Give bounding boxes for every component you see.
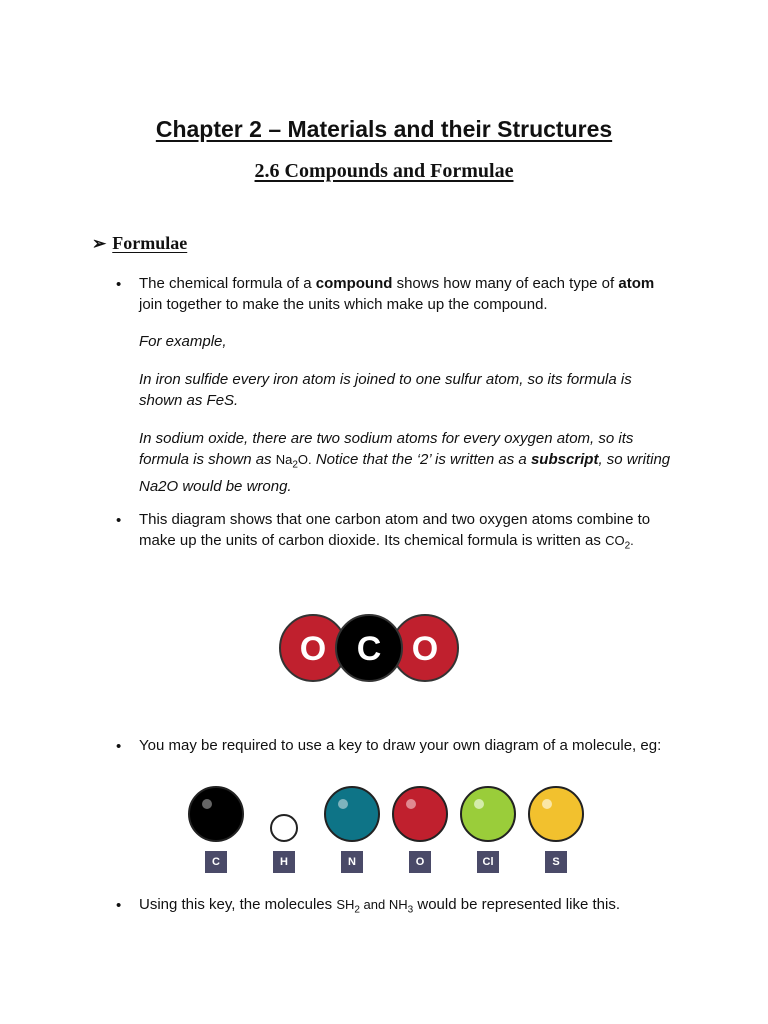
key-label-o: O — [409, 851, 431, 873]
section-title: 2.6 Compounds and Formulae — [254, 160, 514, 182]
key-atom-cl-ball — [458, 784, 518, 844]
for-example-text: For example, — [139, 333, 227, 350]
nh3-formula: $NH_3$ — [388, 897, 414, 916]
key-label-n: N — [341, 851, 363, 873]
na2o-formula: $Na_2O$. — [275, 452, 312, 471]
key-atom-s-ball — [526, 784, 586, 844]
arrow-bullet-icon: ➢ — [92, 234, 107, 253]
key-atom-n-ball — [322, 784, 382, 844]
key-label-c: C — [205, 851, 227, 873]
sh2-formula: $SH_2$ — [336, 897, 360, 916]
co2-molecule-diagram — [276, 612, 464, 684]
paragraph-compound-definition: The chemical formula of a compound shows how many of each type of atom join together to make the units which make up the compound. — [139, 275, 655, 313]
bullet-dot: • — [116, 897, 122, 914]
key-label-h: H — [273, 851, 295, 873]
key-atom-o-ball — [390, 784, 450, 844]
iron-sulfide-text: In iron sulfide every iron atom is joined to one sulfur atom, so its formula is shown as FeS. — [139, 371, 632, 409]
co2-paragraph: This diagram shows that one carbon atom and two oxygen atoms combine to make up the units of carbon dioxide. Its chemical formula is written as $CO_2$. — [139, 511, 651, 552]
sodium-oxide-text: In sodium oxide, there are two sodium atoms for every oxygen atom, so its formula is shown as $Na_2O$. Notice that the ‘2’ is written as a subscript, so writing Na2O would be wrong. — [139, 430, 671, 495]
chapter-title: Chapter 2 – Materials and their Structures — [155, 116, 613, 142]
bullet-dot: • — [116, 276, 122, 293]
bullet-dot: • — [116, 512, 122, 529]
key-label-cl: Cl — [477, 851, 499, 873]
key-atom-h-ball — [268, 812, 300, 844]
heading-label: Formulae — [112, 233, 188, 253]
key-atom-c-ball — [186, 784, 246, 844]
key-label-s: S — [545, 851, 567, 873]
molecules-example-text: Using this key, the molecules $SH_2$ and $NH_3$ would be represented like this. — [139, 896, 620, 916]
key-intro-text: You may be required to use a key to draw your own diagram of a molecule, eg: — [139, 737, 662, 754]
bullet-dot: • — [116, 738, 122, 755]
formulae-heading — [92, 233, 187, 254]
co2-atom-label: O — [299, 630, 327, 668]
co2-formula: $CO_2$. — [605, 533, 634, 552]
co2-atom-label: O — [411, 630, 439, 668]
co2-atom-label: C — [356, 630, 382, 668]
